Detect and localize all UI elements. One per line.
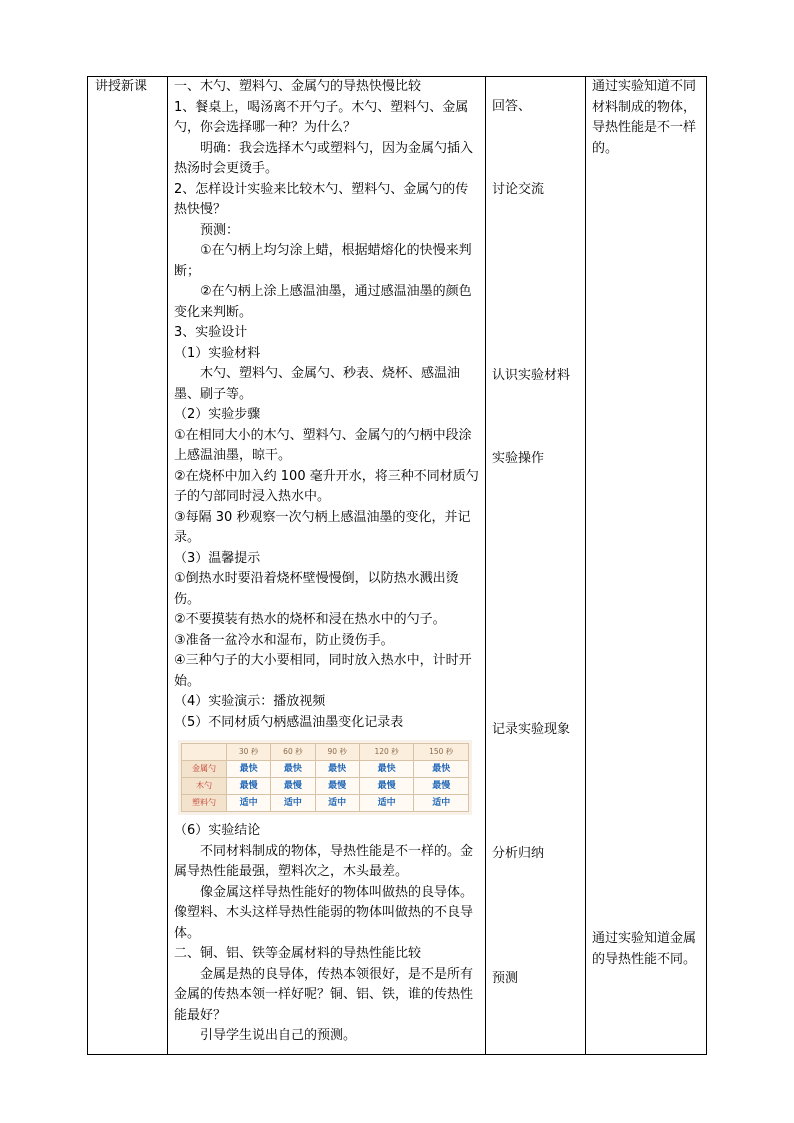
activity-predict: 预测 bbox=[492, 971, 519, 986]
record-table bbox=[181, 743, 469, 812]
predict-1: ①在勺柄上均匀涂上蜡，根据蜡熔化的快慢来判断； bbox=[174, 243, 472, 279]
conclusion-heading: （6）实验结论 bbox=[174, 823, 261, 838]
record-header-cell: 120 秒 bbox=[359, 744, 414, 761]
activity-operate: 实验操作 bbox=[492, 451, 545, 466]
question-2: 2、怎样设计实验来比较木勺、塑料勺、金属勺的传热快慢？ bbox=[174, 181, 469, 217]
step-1: ①在相同大小的木勺、塑料勺、金属勺的勺柄中段涂上感温油墨，晾干。 bbox=[174, 427, 472, 463]
record-cell: 最快 bbox=[315, 761, 359, 778]
record-cell: 适中 bbox=[359, 795, 414, 812]
materials-text: 木勺、塑料勺、金属勺、秒表、烧杯、感温油墨、刷子等。 bbox=[174, 366, 461, 402]
tip-4: ④三种勺子的大小要相同，同时放入热水中，计时开始。 bbox=[174, 653, 472, 689]
activity-analyze: 分析归纳 bbox=[492, 846, 545, 861]
record-cell: 最快 bbox=[227, 761, 271, 778]
conclusion-2: 像金属这样导热性能好的物体叫做热的良导体。像塑料、木头这样导热性能弱的物体叫做热的不良导体。 bbox=[174, 884, 474, 941]
question-1: 1、餐桌上，喝汤离不开勺子。木勺、塑料勺、金属勺，你会选择哪一种？为什么？ bbox=[174, 99, 469, 135]
stage-title: 讲授新课 bbox=[95, 79, 148, 94]
activity-record: 记录实验现象 bbox=[492, 722, 571, 737]
record-header-corner bbox=[182, 744, 227, 761]
record-cell: 最慢 bbox=[227, 778, 271, 795]
steps-heading: （2）实验步骤 bbox=[174, 407, 261, 422]
record-header-cell: 150 秒 bbox=[414, 744, 469, 761]
record-cell: 最快 bbox=[359, 761, 414, 778]
activity-discuss: 讨论交流 bbox=[492, 182, 545, 197]
record-cell: 最慢 bbox=[271, 778, 315, 795]
demo-line: （4）实验演示：播放视频 bbox=[174, 694, 326, 709]
record-table-image bbox=[178, 740, 472, 815]
record-cell: 最快 bbox=[271, 761, 315, 778]
guide-line: 引导学生说出自己的预测。 bbox=[200, 1028, 357, 1043]
record-header-cell: 60 秒 bbox=[271, 744, 315, 761]
record-cell: 适中 bbox=[315, 795, 359, 812]
predict-2: ②在勺柄上涂上感温油墨，通过感温油墨的颜色变化来判断。 bbox=[174, 284, 472, 320]
record-cell: 最慢 bbox=[359, 778, 414, 795]
activity-cell bbox=[486, 77, 586, 1055]
metal-question: 金属是热的良导体，传热本领很好，是不是所有金属的传热本领一样好呢？铜、铝、铁，谁的传热性能最好？ bbox=[174, 966, 474, 1023]
record-header-cell: 30 秒 bbox=[227, 744, 271, 761]
record-cell: 适中 bbox=[271, 795, 315, 812]
materials-heading: （1）实验材料 bbox=[174, 345, 261, 361]
record-cell: 适中 bbox=[227, 795, 271, 812]
section-heading-1: 一、木勺、塑料勺、金属勺的导热快慢比较 bbox=[174, 79, 422, 94]
goal-1: 通过实验知道不同材料制成的物体，导热性能是不一样的。 bbox=[592, 79, 697, 156]
record-cell: 适中 bbox=[414, 795, 469, 812]
record-row bbox=[182, 778, 469, 795]
goal-2: 通过实验知道金属的导热性能不同。 bbox=[592, 931, 697, 967]
record-cell: 最快 bbox=[414, 761, 469, 778]
record-row-label: 金属勺 bbox=[182, 761, 227, 778]
lesson-table bbox=[87, 76, 707, 1055]
record-row-label: 塑料勺 bbox=[182, 795, 227, 812]
tip-3: ③准备一盆冷水和湿布，防止烫伤手。 bbox=[174, 632, 394, 648]
answer-1: 明确：我会选择木勺或塑料勺，因为金属勺插入热汤时会更烫手。 bbox=[174, 140, 474, 176]
content-cell bbox=[168, 77, 486, 1055]
record-cell: 最慢 bbox=[414, 778, 469, 795]
record-header-cell: 90 秒 bbox=[315, 744, 359, 761]
predict-label: 预测： bbox=[200, 222, 240, 238]
tips-heading: （3）温馨提示 bbox=[174, 550, 261, 566]
design-heading: 3、实验设计 bbox=[174, 325, 248, 340]
record-row bbox=[182, 795, 469, 812]
record-table-caption: （5）不同材质勺柄感温油墨变化记录表 bbox=[174, 714, 404, 730]
section-heading-2: 二、铜、铝、铁等金属材料的导热性能比较 bbox=[174, 946, 422, 961]
activity-answer: 回答、 bbox=[492, 99, 532, 114]
record-row bbox=[182, 761, 469, 778]
step-2: ②在烧杯中加入约 100 毫升开水，将三种不同材质勺子的勺部同时浸入热水中。 bbox=[174, 468, 479, 504]
content-body bbox=[168, 77, 485, 1047]
record-cell: 最慢 bbox=[315, 778, 359, 795]
record-row-label: 木勺 bbox=[182, 778, 227, 795]
step-3: ③每隔 30 秒观察一次勺柄上感温油墨的变化，并记录。 bbox=[174, 509, 471, 545]
tip-1: ①倒热水时要沿着烧杯壁慢慢倒，以防热水溅出烫伤。 bbox=[174, 571, 459, 607]
record-header-row bbox=[182, 744, 469, 761]
conclusion-1: 不同材料制成的物体，导热性能是不一样的。金属导热性能最强，塑料次之，木头最差。 bbox=[174, 843, 474, 879]
stage-cell bbox=[88, 77, 168, 1055]
tip-2: ②不要摸装有热水的烧杯和浸在热水中的勺子。 bbox=[174, 612, 446, 627]
activity-materials: 认识实验材料 bbox=[492, 368, 571, 383]
goal-cell bbox=[586, 77, 707, 1055]
